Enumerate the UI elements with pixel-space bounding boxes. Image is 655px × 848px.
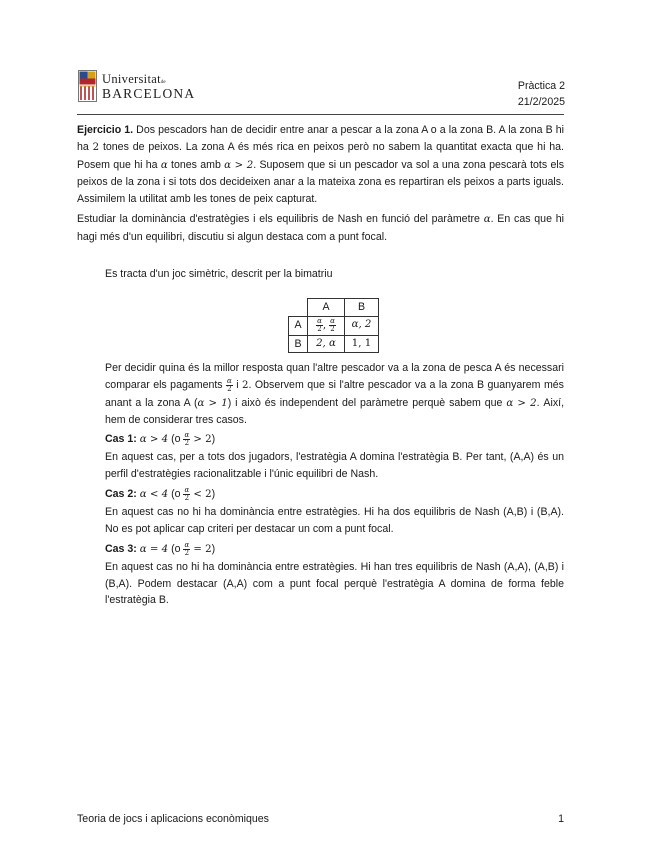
- course-label: Pràctica 2: [517, 80, 565, 92]
- payoff-bimatrix: [288, 298, 379, 353]
- header-divider: [77, 114, 564, 115]
- matrix-col-header-a: A: [308, 299, 345, 317]
- matrix-cell-aa: $\frac{\alpha}{2}$ , $\frac{\alpha}{2}$: [308, 316, 345, 335]
- case-1: [105, 431, 564, 482]
- logo-text-line1: Universitatde: [102, 72, 166, 86]
- case-3: [105, 541, 564, 609]
- exercise-statement: Ejercicio 1. Dos pescadors han de decidir entre anar a pescar a la zona A o a la zona B. A la zona B hi ha 2 tones de peixos. La zona A és més rica en peixos però no sabem la quantitat exacta que hi ha. Posem que hi ha α tones amb α > 2. Suposem que si un pescador va sol a una zona pescarà tots els peixos de la zona i si tots dos decideixen anar a la mateixa zona es repartiran els peixos a parts iguals. Assimilem la utilitat amb les tones de peix capturat.: [77, 124, 565, 206]
- footer-page-number: 1: [558, 813, 564, 825]
- case-2: [105, 486, 564, 537]
- case-3-heading: Cas 3: α = 4 (o $\frac{\alpha}{2}$ = 2): [105, 540, 216, 557]
- exercise-title: Ejercicio 1.: [77, 124, 134, 136]
- matrix-cell-bb: 1, 1: [345, 335, 379, 353]
- solution-intro: Es tracta d'un joc simètric, descrit per la bimatriu: [105, 268, 333, 280]
- solution-paragraph: Per decidir quina és la millor resposta quan l'altre pescador va a la zona de pesca A és necessari comparar els pagaments $\frac{\alpha}{2}$ i 2. Observem que si l'altre pescador va a la zona B guanyarem més anant a la zona A (α > 1) i això és independent del paràmetre perquè sabem que α > 2. Així, hem de considerar tres casos.: [105, 362, 565, 427]
- case-2-text: En aquest cas no hi ha dominància entre estratègies. Hi ha dos equilibris de Nash (A,B) i (B,A). No es pot aplicar cap criteri per destacar un com a punt focal.: [105, 505, 564, 535]
- matrix-cell-ab: α, 2: [345, 316, 379, 335]
- case-1-heading: Cas 1: α > 4 (o $\frac{\alpha}{2}$ > 2): [105, 430, 216, 447]
- case-1-text: En aquest cas, per a tots dos jugadors, l'estratègia A domina l'estratègia B. Per tant, (A,A) és un perfil d'estratègies racionalitzable i l'únic equilibri de Nash.: [105, 450, 564, 480]
- university-shield-icon: [78, 70, 97, 102]
- exercise-question: Estudiar la dominància d'estratègies i els equilibris de Nash en funció del paràmetre α. En cas que hi hagi més d'un equilibri, discutiu si algun destaca com a punt focal.: [77, 213, 564, 243]
- matrix-row-header-a: A: [289, 316, 308, 335]
- footer-course-name: Teoria de jocs i aplicacions econòmiques: [77, 813, 269, 825]
- case-3-text: En aquest cas no hi ha dominància entre estratègies. Hi han tres equilibris de Nash (A,A), (A,B) i (B,A). Podem destacar (A,A) com a punt focal perquè l'estratègia A domina de forma feble l'estratègia B.: [105, 560, 564, 607]
- matrix-cell-ba: 2, α: [308, 335, 345, 353]
- matrix-row-header-b: B: [289, 335, 308, 353]
- document-date: 21/2/2025: [517, 96, 565, 108]
- matrix-col-header-b: B: [345, 299, 379, 317]
- logo-text-line2: BARCELONA: [102, 86, 196, 101]
- university-logo: [78, 70, 203, 104]
- header-info: [518, 78, 565, 110]
- case-2-heading: Cas 2: α < 4 (o $\frac{\alpha}{2}$ < 2): [105, 485, 216, 502]
- matrix-corner: [289, 299, 308, 317]
